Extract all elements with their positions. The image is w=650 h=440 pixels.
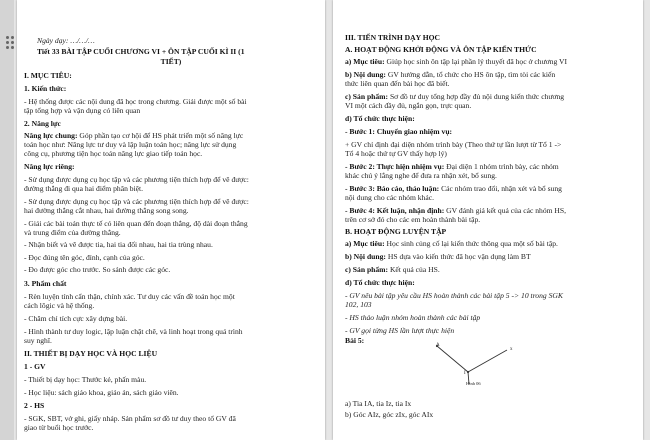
label-noi-dung: b) Nội dung:	[345, 252, 386, 261]
step-4-text: GV đánh giá kết quả của các nhóm HS,	[444, 206, 567, 215]
paragraph-line	[345, 239, 558, 248]
paragraph-line	[345, 265, 440, 274]
paragraph-line: - Sử dụng được dụng cụ học tập và các phương tiện thích hợp để vẽ được:	[24, 175, 249, 184]
text-san-pham: Sơ đồ tư duy tổng hợp đầy đủ nội dung kiến thức chương	[388, 92, 565, 101]
paragraph-line: khác chú ý lắng nghe để đưa ra nhận xét, bổ sung.	[345, 171, 497, 180]
heading-kien-thuc: 1. Kiến thức:	[24, 84, 67, 93]
ray-ia	[437, 346, 468, 372]
paragraph-line: nội dung cho các nhóm khác.	[345, 193, 434, 202]
paragraph-line: và trung điểm của đường thẳng.	[24, 228, 121, 237]
step-2-label: - Bước 2: Thực hiện nhiệm vụ:	[345, 162, 445, 171]
heading-muc-tieu: I. MỤC TIÊU:	[24, 71, 72, 80]
label-to-chuc: d) Tổ chức thực hiện:	[345, 278, 415, 287]
point-label-i: I	[464, 371, 466, 376]
point-i	[467, 371, 469, 373]
text-noi-dung: GV hướng dẫn, tổ chức cho HS ôn tập, tìm tòi các kiến	[385, 70, 556, 79]
step-3-text: Các nhóm trao đổi, nhận xét và bổ sung	[439, 184, 562, 193]
step-4-label: - Bước 4: Kết luận, nhận định:	[345, 206, 445, 215]
paragraph-line: - Chăm chỉ tích cực xây dựng bài.	[24, 314, 128, 323]
paragraph-line: - Giải các bài toán thực tế có liên quan đến đoạn thẳng, độ dài đoạn thẳng	[24, 219, 248, 228]
label-san-pham: c) Sản phẩm:	[345, 265, 389, 274]
step-3-label: - Bước 3: Báo cáo, thảo luận:	[345, 184, 440, 193]
paragraph-line: toán học như: Năng lực tư duy và lập luận toán học; năng lực sử dụng	[24, 140, 237, 149]
paragraph-line: công cụ, phương tiện học toán năng lực giao tiếp toán học.	[24, 149, 203, 158]
point-label-x: x	[510, 347, 513, 352]
geometry-figure	[433, 338, 513, 398]
paragraph-line: trên cơ sở đó cho các em hoàn thành bài tập.	[345, 215, 481, 224]
heading-pham-chat: 3. Phẩm chất	[24, 279, 67, 288]
paragraph-line	[345, 92, 564, 101]
label-to-chuc: d) Tổ chức thực hiện:	[345, 114, 415, 123]
paragraph-line: - Hệ thống được các nội dung đã học trong chương. Giải được một số bài	[24, 97, 247, 106]
paragraph-line	[345, 57, 567, 66]
paragraph-line: thức liên quan đến bài học đã biết.	[345, 79, 450, 88]
paragraph-line: - Đo được góc cho trước. So sánh được các góc.	[24, 265, 171, 274]
label-muc-tieu: a) Mục tiêu:	[345, 57, 385, 66]
paragraph-line: - Rèn luyện tính cẩn thận, chính xác. Tư duy các vấn đề toán học một	[24, 292, 235, 301]
editor-left-strip	[0, 0, 14, 440]
figure-caption: Hình 06	[466, 381, 481, 386]
paragraph-line: 102, 103	[345, 300, 372, 309]
paragraph-line: - Đọc đúng tên góc, đỉnh, cạnh của góc.	[24, 253, 145, 262]
label-noi-dung: b) Nội dung:	[345, 70, 386, 79]
heading-nang-luc-rieng: Năng lực riêng:	[24, 162, 75, 171]
label-muc-tieu: a) Mục tiêu:	[345, 239, 385, 248]
paragraph-line	[345, 252, 531, 261]
label-nang-luc-chung: Năng lực chung:	[24, 131, 78, 140]
heading-nang-luc: 2. Năng lực	[24, 119, 61, 128]
paragraph-line: giao từ buổi học trước.	[24, 423, 94, 432]
paragraph-line: - Thiết bị dạy học: Thước kẻ, phấn màu.	[24, 375, 147, 384]
paragraph-line: suy nghĩ.	[24, 336, 52, 345]
drag-handle-icon[interactable]	[6, 36, 16, 48]
paragraph-line: đường thẳng đi qua hai điểm phân biệt.	[24, 184, 144, 193]
paragraph-line: - Sử dụng được dụng cụ học tập và các phương tiện thích hợp để vẽ được:	[24, 197, 249, 206]
paragraph-line	[345, 206, 566, 215]
paragraph-line	[345, 162, 559, 171]
ray-ix	[468, 350, 507, 372]
paragraph-line	[345, 70, 555, 79]
paragraph-line	[345, 184, 562, 193]
step-1-label: - Bước 1: Chuyển giao nhiệm vụ:	[345, 127, 453, 136]
exercise-label: Bài 5:	[345, 336, 365, 345]
lesson-title-cont: TIẾT)	[160, 57, 182, 66]
step-2-text: Đại diện 1 nhóm trình bày, các nhóm	[444, 162, 559, 171]
document-page-right	[333, 0, 643, 440]
paragraph-line: - GV nêu bài tập yêu cầu HS hoàn thành các bài tập 5 -> 10 trong SGK	[345, 291, 563, 300]
heading-thiet-bi: II. THIẾT BỊ DẠY HỌC VÀ HỌC LIỆU	[24, 349, 158, 358]
heading-gv: 1 - GV	[24, 362, 46, 371]
text-nang-luc-chung: Góp phần tạo cơ hội để HS phát triển một số năng lực	[77, 131, 244, 140]
lesson-title: Tiết 33 BÀI TẬP CUỐI CHƯƠNG VI + ÔN TẬP CUỐI KÌ II (1	[37, 47, 245, 56]
paragraph-line: - SGK, SBT, vở ghi, giấy nháp. Sản phẩm sơ đồ tư duy theo tổ GV đã	[24, 414, 236, 423]
heading-hs: 2 - HS	[24, 401, 45, 410]
text-san-pham: Kết quả của HS.	[388, 265, 440, 274]
paragraph-line: - HS thảo luận nhóm hoàn thành các bài tập	[345, 313, 481, 322]
text-noi-dung: HS dựa vào kiến thức đã học vận dụng làm BT	[385, 252, 531, 261]
paragraph-line	[24, 131, 243, 140]
text-muc-tieu: Giúp học sinh ôn tập lại phần lý thuyết đã học ở chương VI	[384, 57, 568, 66]
paragraph-line: Tổ 4 hoặc thứ tự GV thấy hợp lý)	[345, 149, 447, 158]
paragraph-line: hai đường thẳng cắt nhau, hai đường thẳng song song.	[24, 206, 189, 215]
label-san-pham: c) Sản phẩm:	[345, 92, 389, 101]
answer-b: b) Góc AIz, góc zIx, góc AIx	[345, 410, 434, 419]
heading-tien-trinh: III. TIẾN TRÌNH DẠY HỌC	[345, 33, 441, 42]
paragraph-line: - Nhận biết và vẽ được tia, hai tia đối nhau, hai tia trùng nhau.	[24, 240, 213, 249]
paragraph-line: - Học liệu: sách giáo khoa, giáo án, sách giáo viên.	[24, 388, 179, 397]
paragraph-line: VI một cách đầy đủ, ngắn gọn, trực quan.	[345, 101, 472, 110]
date-line: Ngày dạy: …/…/…	[37, 36, 95, 45]
text-muc-tieu: Học sinh củng cố lại kiến thức thông qua một số bài tập.	[384, 239, 558, 248]
paragraph-line: - GV gọi từng HS lần lượt thực hiện	[345, 326, 455, 335]
answer-a: a) Tia IA, tia Iz, tia Ix	[345, 399, 412, 408]
paragraph-line: cách lôgic và hệ thống.	[24, 301, 95, 310]
heading-hoat-dong-a: A. HOẠT ĐỘNG KHỞI ĐỘNG VÀ ÔN TẬP KIẾN THỨC	[345, 45, 537, 54]
document-page-left	[17, 0, 325, 440]
paragraph-line: + GV chỉ định đại diện nhóm trình bày (Theo thứ tự lần lượt từ Tổ 1 ->	[345, 140, 562, 149]
paragraph-line: - Hình thành tư duy logic, lập luận chặt chẽ, và linh hoạt trong quá trình	[24, 327, 243, 336]
paragraph-line: tập tổng hợp và vận dụng có liên quan	[24, 106, 141, 115]
heading-hoat-dong-b: B. HOẠT ĐỘNG LUYỆN TẬP	[345, 227, 447, 236]
point-label-a: A	[436, 343, 440, 348]
